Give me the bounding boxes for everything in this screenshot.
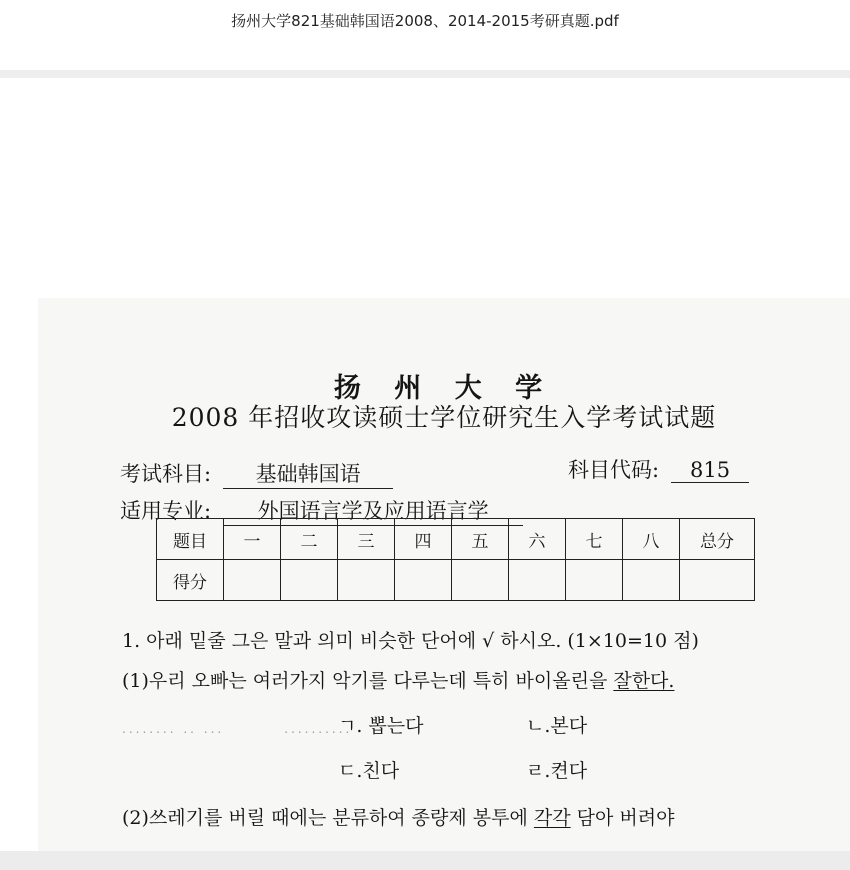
bottom-bar bbox=[0, 851, 850, 870]
score-table-score-row bbox=[157, 560, 755, 601]
table-cell: 得分 bbox=[157, 560, 224, 601]
table-cell: 二 bbox=[281, 519, 338, 560]
option-b: ㄴ.본다 bbox=[526, 715, 588, 737]
table-cell bbox=[623, 560, 680, 601]
question-2-text: (2)쓰레기를 버릴 때에는 분류하여 종량제 봉투에 bbox=[122, 807, 534, 829]
question-1-underlined-word: 잘한다. bbox=[613, 670, 675, 692]
table-cell bbox=[680, 560, 755, 601]
option-a: ㄱ. 뽑는다 bbox=[338, 715, 424, 737]
subject-field bbox=[120, 458, 393, 489]
scan-noise: ........ .. ... .......... bbox=[122, 722, 353, 736]
major-label: 适用专业: bbox=[120, 499, 212, 523]
question-2-sentence bbox=[122, 803, 674, 830]
table-cell: 七 bbox=[566, 519, 623, 560]
table-cell bbox=[224, 560, 281, 601]
question-2-text-end: 담아 버려야 bbox=[570, 807, 675, 829]
table-cell: 五 bbox=[452, 519, 509, 560]
option-c: ㄷ.친다 bbox=[338, 760, 400, 782]
table-cell: 总分 bbox=[680, 519, 755, 560]
university-name: 扬 州 大 学 bbox=[333, 373, 555, 404]
code-value: 815 bbox=[671, 458, 749, 483]
question-1-instruction: 1. 아래 밑줄 그은 말과 의미 비슷한 단어에 √ 하시오. (1×10=10 점) bbox=[122, 630, 699, 652]
question-2-underlined-word: 각각 bbox=[533, 807, 571, 829]
table-cell bbox=[395, 560, 452, 601]
code-field bbox=[568, 454, 749, 484]
table-cell: 六 bbox=[509, 519, 566, 560]
table-cell: 四 bbox=[395, 519, 452, 560]
question-1-sentence bbox=[122, 666, 674, 693]
table-cell bbox=[566, 560, 623, 601]
table-cell bbox=[452, 560, 509, 601]
option-d: ㄹ.켠다 bbox=[526, 760, 588, 782]
document-filename: 扬州大学821基础韩国语2008、2014-2015考研真题.pdf bbox=[231, 12, 619, 30]
subject-value: 基础韩国语 bbox=[223, 458, 393, 489]
score-table-header-row bbox=[157, 519, 755, 560]
code-label: 科目代码: bbox=[568, 458, 660, 482]
table-cell: 题目 bbox=[157, 519, 224, 560]
table-cell bbox=[509, 560, 566, 601]
exam-title: 2008 年招收攻读硕士学位研究生入学考试试题 bbox=[171, 403, 717, 432]
viewer-header bbox=[0, 0, 850, 70]
question-1-text: (1)우리 오빠는 여러가지 악기를 다루는데 특히 바이올린을 bbox=[122, 670, 614, 692]
table-cell: 三 bbox=[338, 519, 395, 560]
table-cell: 八 bbox=[623, 519, 680, 560]
table-cell: 一 bbox=[224, 519, 281, 560]
table-cell bbox=[338, 560, 395, 601]
scanned-page bbox=[38, 298, 850, 851]
score-table bbox=[156, 518, 755, 601]
header-divider bbox=[0, 70, 850, 78]
major-value: 外国语言学及应用语言学 bbox=[223, 495, 523, 526]
subject-label: 考试科目: bbox=[120, 462, 212, 486]
table-cell bbox=[281, 560, 338, 601]
